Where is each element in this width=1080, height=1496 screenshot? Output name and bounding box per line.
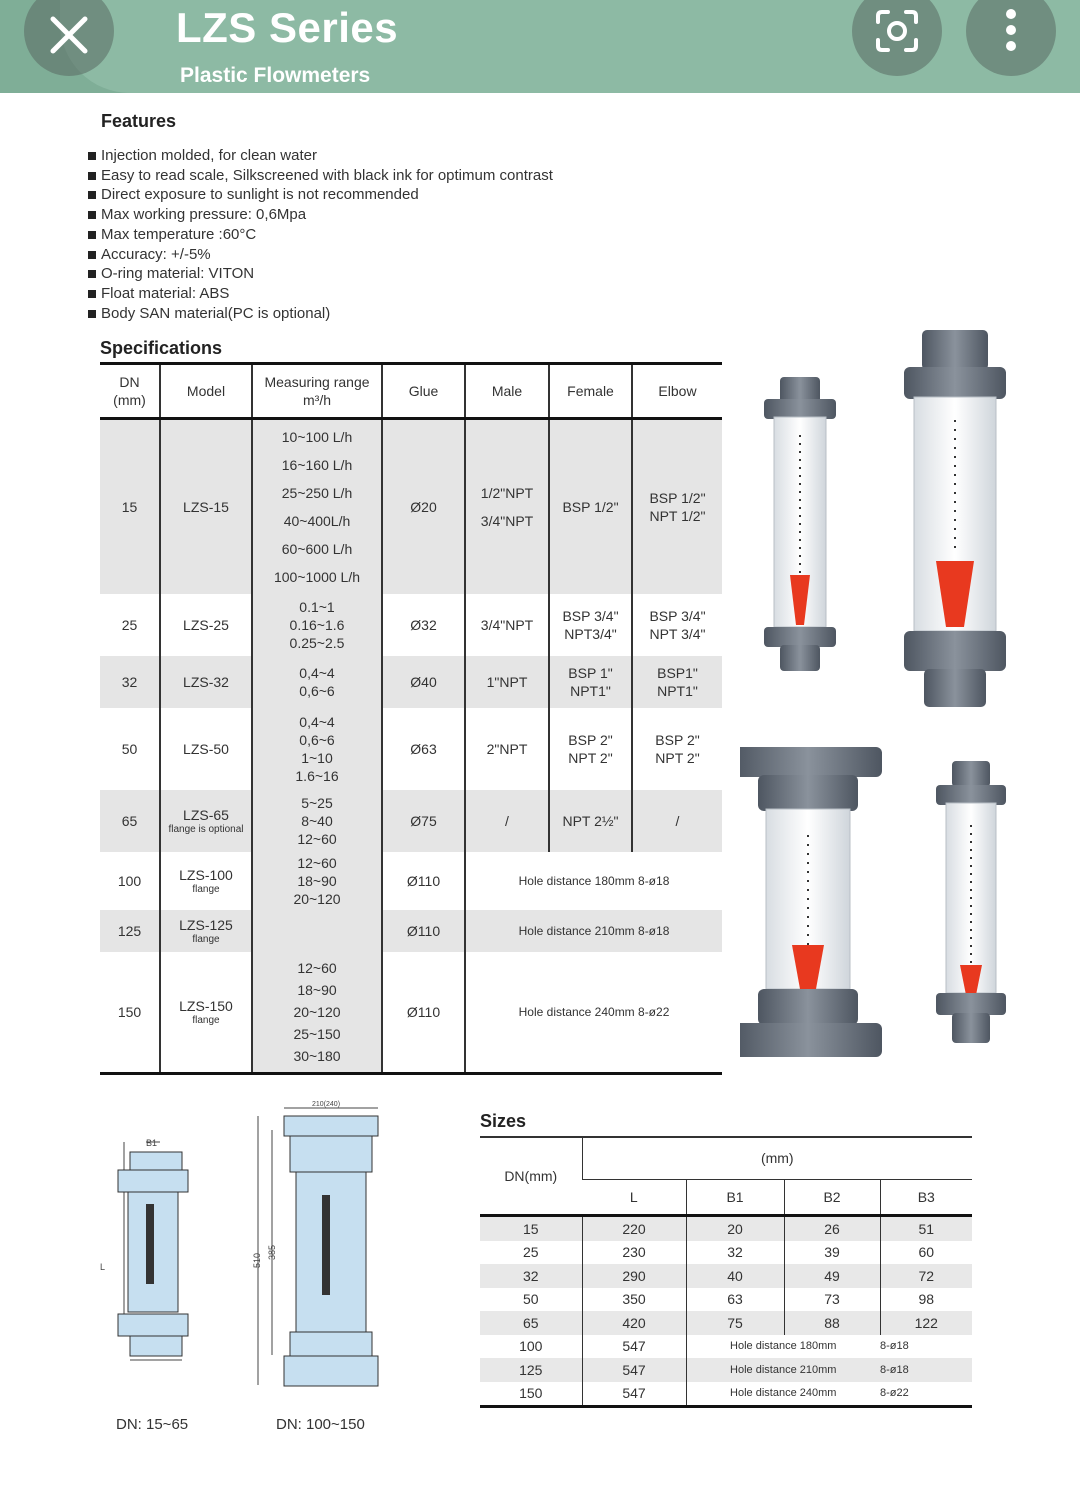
diagram-small-caption: DN: 15~65 — [116, 1416, 189, 1433]
specifications-heading: Specifications — [100, 338, 223, 358]
sizes-table — [480, 1136, 972, 1408]
table-row: 100 547 Hole distance 180mm 8-ø18 — [480, 1335, 972, 1359]
table-row: 125 547 Hole distance 210mm 8-ø18 — [480, 1358, 972, 1382]
table-row: 25 230 32 39 60 — [480, 1241, 972, 1265]
flowmeter-small-photo — [764, 377, 836, 671]
table-row: 125 LZS-125 flange Ø110 Hole distance 210mm 8-ø18 — [100, 910, 722, 952]
col-b3: B3 — [880, 1179, 972, 1215]
dim-385-label: 385 — [267, 1244, 277, 1260]
flowmeter-medium-photo — [904, 330, 1006, 707]
sizes-heading: Sizes — [480, 1111, 527, 1131]
table-row: 50 LZS-50 0,4~4 0,6~6 1~10 1.6~16 Ø63 2"NPT BSP 2" NPT 2" BSP 2" NPT 2" — [100, 708, 722, 790]
col-mm: (mm) — [582, 1137, 972, 1179]
col-b1: B1 — [686, 1179, 784, 1215]
table-row: 150 547 Hole distance 240mm 8-ø22 — [480, 1382, 972, 1407]
dim-l-label: L — [100, 1262, 106, 1272]
feature-item: Injection molded, for clean water — [88, 146, 553, 166]
flowmeter-threaded-photo — [936, 761, 1006, 1043]
feature-item: Float material: ABS — [88, 284, 553, 304]
table-row: 25 LZS-25 0.1~1 0.16~1.6 0.25~2.5 Ø32 3/4"NPT BSP 3/4" NPT3/4" BSP 3/4" NPT 3/4" — [100, 594, 722, 656]
feature-item: Easy to read scale, Silkscreened with black ink for optimum contrast — [88, 166, 553, 186]
dimension-diagrams — [90, 1100, 390, 1400]
col-range: Measuring range m³/h — [252, 364, 382, 419]
table-row: 100 LZS-100 flange 12~60 18~90 20~120 Ø110 Hole distance 180mm 8-ø18 — [100, 852, 722, 910]
table-row: 65 420 75 88 122 — [480, 1311, 972, 1335]
specifications-table — [100, 362, 722, 1075]
dim-510-label: 510 — [252, 1252, 262, 1268]
col-male: Male — [465, 364, 549, 419]
close-icon — [50, 16, 88, 54]
col-female: Female — [549, 364, 632, 419]
feature-item: Max working pressure: 0,6Mpa — [88, 205, 553, 225]
product-photos — [740, 325, 1075, 1080]
col-dn: DN (mm) — [100, 364, 160, 419]
page-title: LZS Series — [176, 4, 399, 51]
col-elbow: Elbow — [632, 364, 722, 419]
lens-icon — [874, 8, 920, 54]
table-row: 65 LZS-65 flange is optional 5~25 8~40 12~60 Ø75 / NPT 2½" / — [100, 790, 722, 852]
feature-item: Body SAN material(PC is optional) — [88, 304, 553, 324]
col-l: L — [629, 1188, 638, 1205]
table-row: 15 LZS-15 10~100 L/h 16~160 L/h 25~250 L/h 40~400L/h 60~600 L/h 100~1000 L/h Ø20 1/2"NPT 3/4"NPT BSP 1/2" BSP 1/2" NPT 1/2" — [100, 419, 722, 594]
dim-b1-label: B1 — [146, 1138, 158, 1148]
col-glue: Glue — [382, 364, 465, 419]
feature-item: Direct exposure to sunlight is not recommended — [88, 185, 553, 205]
dim-top-label: 210(240) — [312, 1101, 341, 1108]
flowmeter-flanged-photo — [740, 747, 882, 1057]
features-list — [88, 146, 553, 323]
table-row: 32 290 40 49 72 — [480, 1264, 972, 1288]
table-row: 150 LZS-150 flange 12~60 18~90 20~120 25~150 30~180 Ø110 Hole distance 240mm 8-ø22 — [100, 952, 722, 1074]
table-row: 32 LZS-32 0,4~4 0,6~6 Ø40 1"NPT BSP 1" NPT1" BSP1" NPT1" — [100, 656, 722, 708]
col-model: Model — [160, 364, 252, 419]
feature-item: O-ring material: VITON — [88, 264, 553, 284]
diagram-large-caption: DN: 100~150 — [276, 1416, 365, 1433]
diagram-small — [118, 1142, 188, 1360]
table-row: 50 350 63 73 98 — [480, 1288, 972, 1312]
features-heading: Features — [101, 111, 177, 131]
col-b2: B2 — [784, 1179, 880, 1215]
table-row: 15 220 20 26 51 — [480, 1216, 972, 1241]
col-dn: DN(mm) — [480, 1137, 582, 1216]
feature-item: Accuracy: +/-5% — [88, 245, 553, 265]
more-vert-icon — [1005, 6, 1017, 54]
page-subtitle: Plastic Flowmeters — [180, 64, 371, 87]
feature-item: Max temperature :60°C — [88, 225, 553, 245]
